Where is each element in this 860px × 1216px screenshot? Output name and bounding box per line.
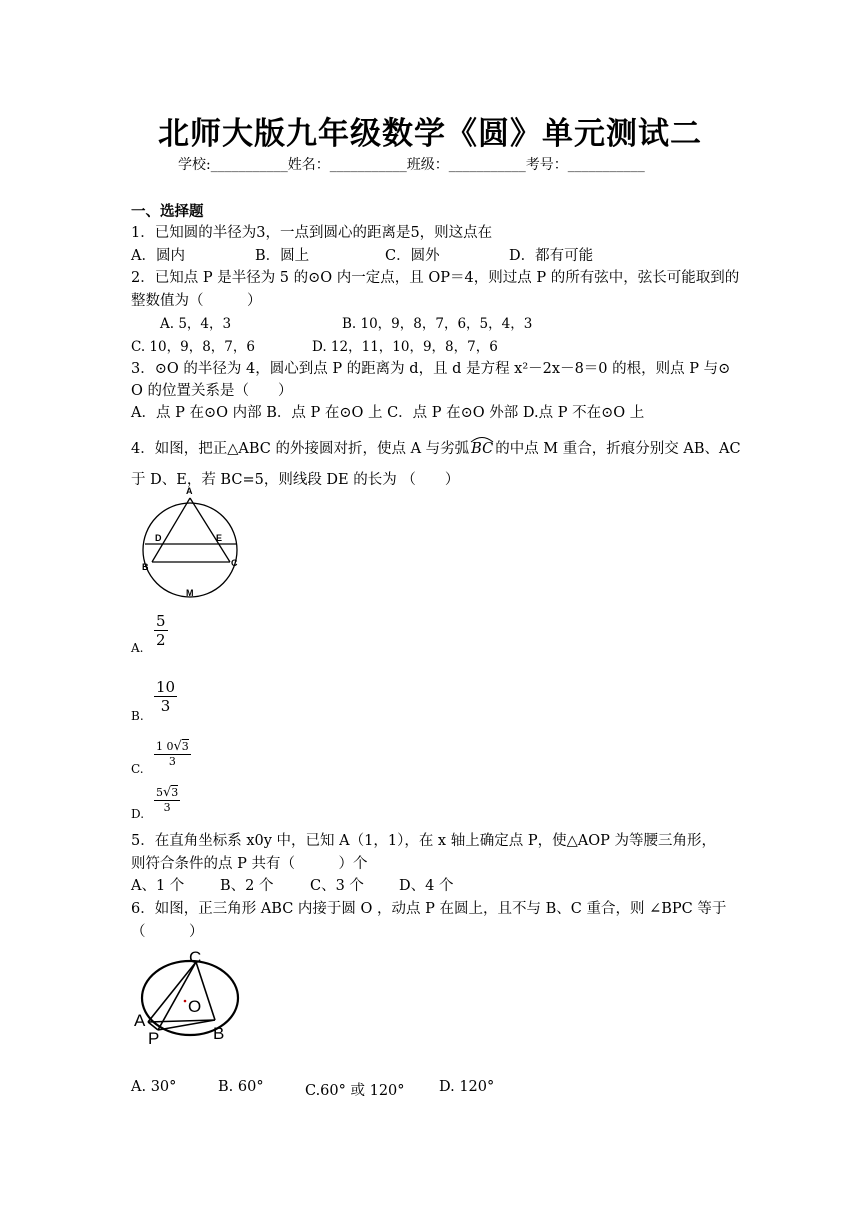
q3-stem-line1: 3．⊙O 的半径为 4，圆心到点 P 的距离为 d，且 d 是方程 x²－2x－8＝0 的根，则点 P 与⊙ — [131, 361, 731, 377]
fraction-numerator — [154, 785, 180, 800]
q2-stem-line2: 整数值为（ ） — [131, 293, 262, 309]
q5-option-c: C、3 个 — [310, 878, 364, 894]
q4-option-b-label: B. — [131, 709, 144, 723]
q5-option-b: B、2 个 — [220, 878, 274, 894]
fraction-denominator: 3 — [163, 801, 171, 814]
q6-stem-line1: 6．如图，正三角形 ABC 内接于圆 O ，动点 P 在圆上，且不与 B、C 重合，则 ∠BPC 等于 — [131, 901, 727, 917]
q4-option-a-fraction — [154, 612, 168, 649]
label-b: B — [142, 562, 149, 572]
q6-stem-line2: （ ） — [131, 924, 204, 940]
label-e: E — [216, 533, 223, 543]
q6-option-a: A. 30° — [131, 1079, 177, 1095]
q2-option-d: D. 12，11，10，9，8，7，6 — [312, 339, 498, 355]
label-c: C — [231, 558, 238, 568]
q4-option-c-label: C. — [131, 762, 144, 776]
q6-option-c: C.60° 或 120° — [305, 1083, 405, 1099]
label-m: M — [186, 588, 194, 598]
q3-stem-line2: O 的位置关系是（ ） — [131, 383, 293, 399]
label-o: O — [188, 997, 202, 1016]
q4-option-d-label: D. — [131, 807, 145, 821]
fraction-denominator: 3 — [160, 697, 171, 715]
q2-option-c: C. 10，9，8，7，6 — [131, 339, 255, 355]
numerator-coefficient: 5 — [156, 786, 163, 799]
radicand: 3 — [181, 740, 189, 753]
q5-stem-line1: 5．在直角坐标系 x0y 中，已知 A（1，1），在 x 轴上确定点 P，使△AOP 为等腰三角形， — [131, 833, 716, 849]
q4-stem-line1 — [131, 437, 741, 458]
label-a: A — [186, 486, 193, 496]
q4-stem-line2: 于 D、E，若 BC=5，则线段 DE 的长为 （ ） — [131, 472, 460, 488]
q1-option-c: C．圆外 — [385, 248, 440, 264]
q6-option-b: B. 60° — [218, 1079, 264, 1095]
section-heading: 一、选择题 — [131, 203, 204, 220]
label-p: P — [148, 1029, 160, 1048]
fraction-denominator: 2 — [156, 631, 166, 649]
q6-option-d: D. 120° — [439, 1079, 495, 1095]
q3-options: A．点 P 在⊙O 内部 B．点 P 在⊙O 上 C．点 P 在⊙O 外部 D.点 P 不在⊙O 上 — [131, 405, 645, 421]
q5-option-a: A、1 个 — [131, 878, 185, 894]
q4-arc-bc — [469, 441, 495, 457]
q4-option-d-fraction — [154, 785, 180, 814]
q5-option-d: D、4 个 — [399, 878, 454, 894]
fraction-numerator: 5 — [156, 612, 166, 630]
page-title: 北师大版九年级数学《圆》单元测试二 — [158, 116, 702, 152]
q4-option-b-fraction — [154, 678, 177, 715]
fraction-numerator: 10 — [156, 678, 176, 696]
sqrt-icon: √ — [173, 739, 182, 754]
q2-option-a: A. 5，4，3 — [160, 316, 232, 332]
q2-option-b: B. 10，9，8，7，6，5，4，3 — [342, 316, 533, 332]
arc-mark-icon — [469, 435, 495, 443]
q4-stem-part1: 4．如图，把正△ABC 的外接圆对折，使点 A 与劣弧 — [131, 441, 470, 457]
q4-arc-label: BC — [471, 441, 494, 457]
q1-option-d: D．都有可能 — [509, 248, 594, 264]
q1-option-a: A．圆内 — [131, 248, 185, 264]
fraction-denominator: 3 — [168, 755, 176, 768]
q5-stem-line2: 则符合条件的点 P 共有（ ）个 — [131, 856, 368, 872]
q4-circle-figure — [140, 484, 250, 599]
q4-option-a-label: A. — [131, 641, 144, 655]
label-c: C — [189, 948, 202, 967]
fraction-numerator — [154, 739, 191, 754]
q4-stem-part2: 的中点 M 重合，折痕分别交 AB、AC — [495, 441, 741, 457]
q1-option-b: B．圆上 — [255, 248, 310, 264]
sqrt-icon: √ — [163, 785, 172, 800]
student-info-line: 学校:___________姓名：___________班级：___________考号：___________ — [178, 157, 645, 173]
label-d: D — [155, 533, 162, 543]
label-b: B — [213, 1024, 225, 1043]
q1-stem: 1．已知圆的半径为3，一点到圆心的距离是5，则这点在 — [131, 225, 493, 241]
numerator-coefficient: 1 0 — [156, 740, 174, 753]
label-a: A — [134, 1011, 146, 1030]
radicand: 3 — [171, 786, 179, 799]
q4-option-c-fraction — [154, 739, 191, 768]
q6-circle-figure — [130, 946, 250, 1051]
q2-stem-line1: 2．已知点 P 是半径为 5 的⊙O 内一定点，且 OP＝4，则过点 P 的所有弦中，弦长可能取到的 — [131, 270, 740, 286]
